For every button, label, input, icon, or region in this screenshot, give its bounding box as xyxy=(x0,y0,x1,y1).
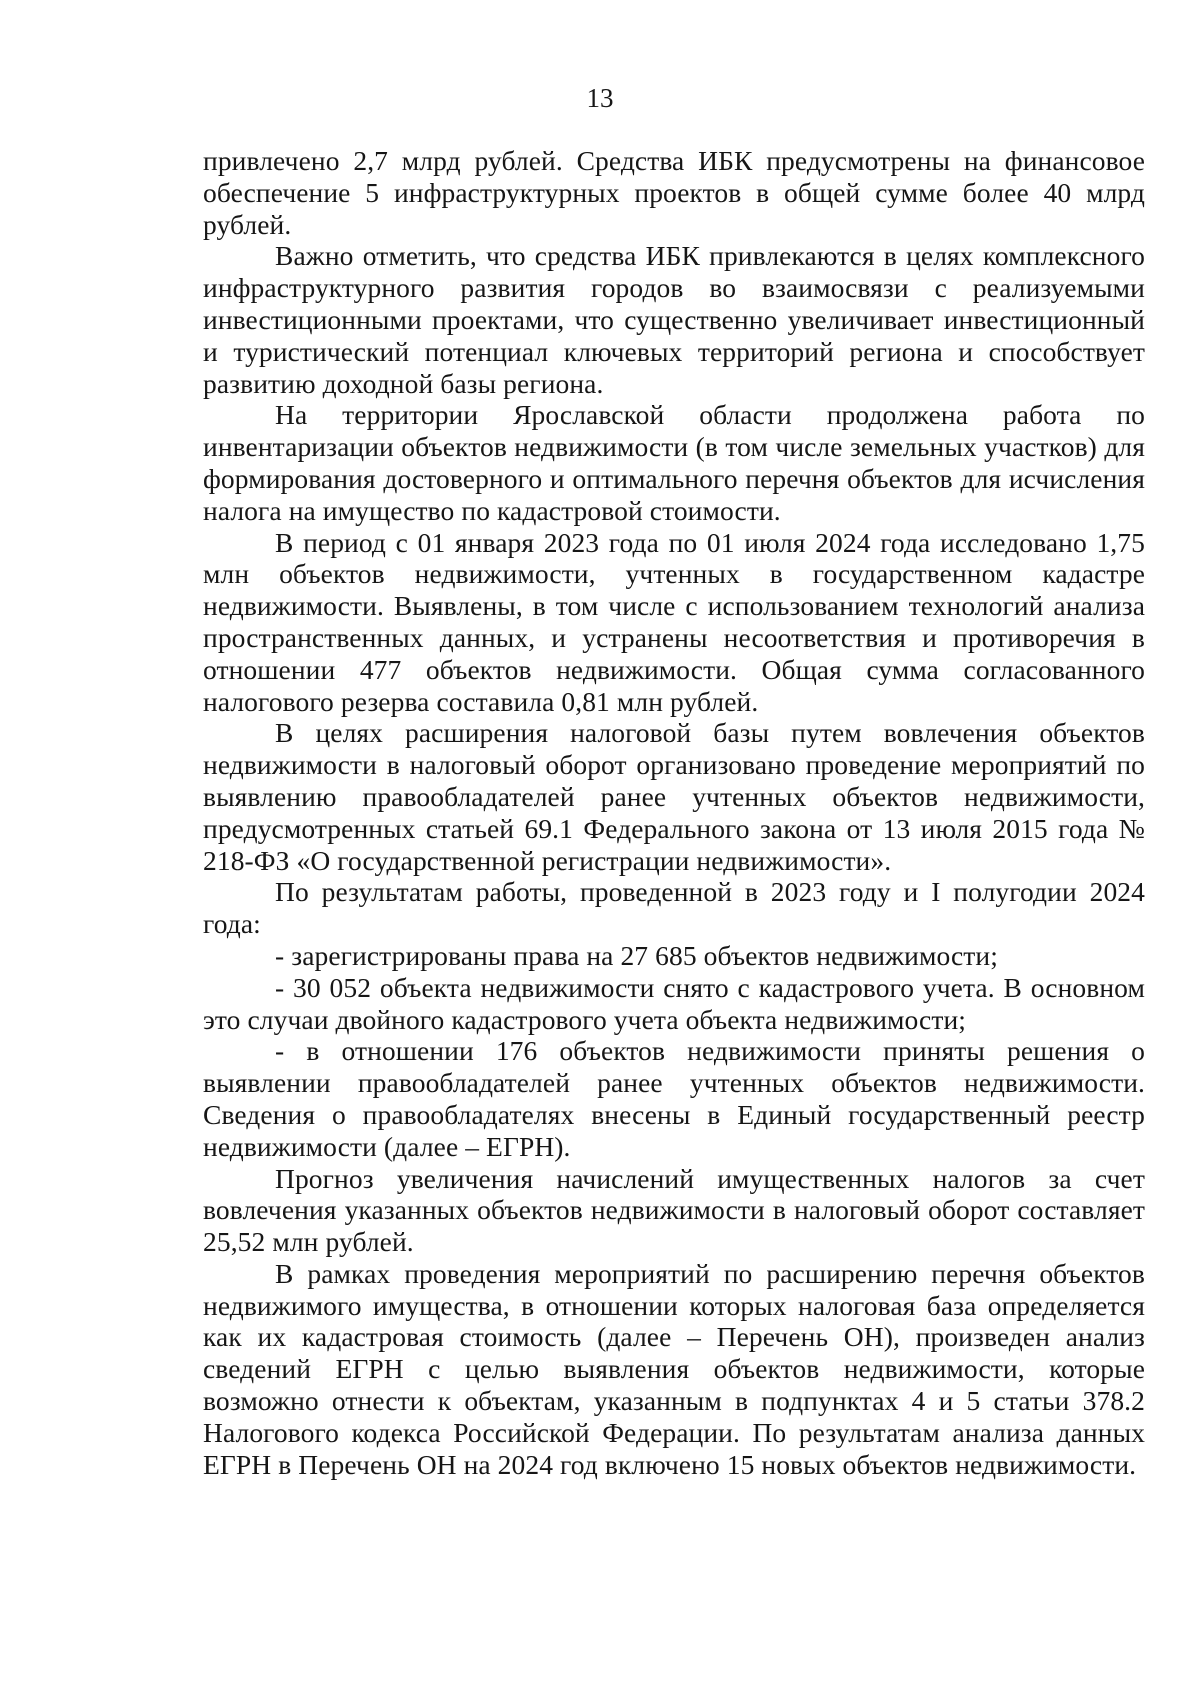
paragraph-8: В рамках проведения мероприятий по расширению перечня объектов недвижимого имущества, в отношении которых налоговая база определяется как их кадастровая стоимость (далее – Перечень ОН), произведен анализ сведений ЕГРН с целью выявления объектов недвижимости, которые возможно отнести к объектам, указанным в подпунктах 4 и 5 статьи 378.2 Налогового кодекса Российской Федерации. По результатам анализа данных ЕГРН в Перечень ОН на 2024 год включено 15 новых объектов недвижимости. xyxy=(203,1257,1145,1480)
document-body xyxy=(203,145,1145,1480)
list-item-1: - зарегистрированы права на 27 685 объектов недвижимости; xyxy=(275,939,998,971)
paragraph-5: В целях расширения налоговой базы путем вовлечения объектов недвижимости в налоговый оборот организовано проведение мероприятий по выявлению правообладателей ранее учтенных объектов недвижимости, предусмотренных статьей 69.1 Федерального закона от 13 июля 2015 года № 218-ФЗ «О государственной регистрации недвижимости». xyxy=(203,717,1145,876)
paragraph-6: По результатам работы, проведенной в 2023 году и I полугодии 2024 года: xyxy=(203,876,1145,940)
paragraph-3: На территории Ярославской области продолжена работа по инвентаризации объектов недвижимости (в том числе земельных участков) для формирования достоверного и оптимального перечня объектов для исчисления налога на имущество по кадастровой стоимости. xyxy=(203,399,1145,526)
paragraph-1: привлечено 2,7 млрд рублей. Средства ИБК предусмотрены на финансовое обеспечение 5 инфраструктурных проектов в общей сумме более 40 млрд рублей. xyxy=(203,145,1145,240)
paragraph-7: Прогноз увеличения начислений имущественных налогов за счет вовлечения указанных объектов недвижимости в налоговый оборот составляет 25,52 млн рублей. xyxy=(203,1162,1145,1258)
list-item-3: - в отношении 176 объектов недвижимости приняты решения о выявлении правообладателей ранее учтенных объектов недвижимости. Сведения о правообладателях внесены в Единый государственный реестр недвижимости (далее – ЕГРН). xyxy=(203,1035,1145,1162)
page-number: 13 xyxy=(586,83,614,113)
paragraph-4: В период с 01 января 2023 года по 01 июля 2024 года исследовано 1,75 млн объектов недвижимости, учтенных в государственном кадастре недвижимости. Выявлены, в том числе с использованием технологий анализа пространственных данных, и устранены несоответствия и противоречия в отношении 477 объектов недвижимости. Общая сумма согласованного налогового резерва составила 0,81 млн рублей. xyxy=(203,526,1145,717)
paragraph-2: Важно отметить, что средства ИБК привлекаются в целях комплексного инфраструктурного развития городов во взаимосвязи с реализуемыми инвестиционными проектами, что существенно увеличивает инвестиционный и туристический потенциал ключевых территорий региона и способствует развитию доходной базы региона. xyxy=(203,240,1145,399)
list-item-2: - 30 052 объекта недвижимости снято с кадастрового учета. В основном это случаи двойного кадастрового учета объекта недвижимости; xyxy=(203,971,1145,1035)
